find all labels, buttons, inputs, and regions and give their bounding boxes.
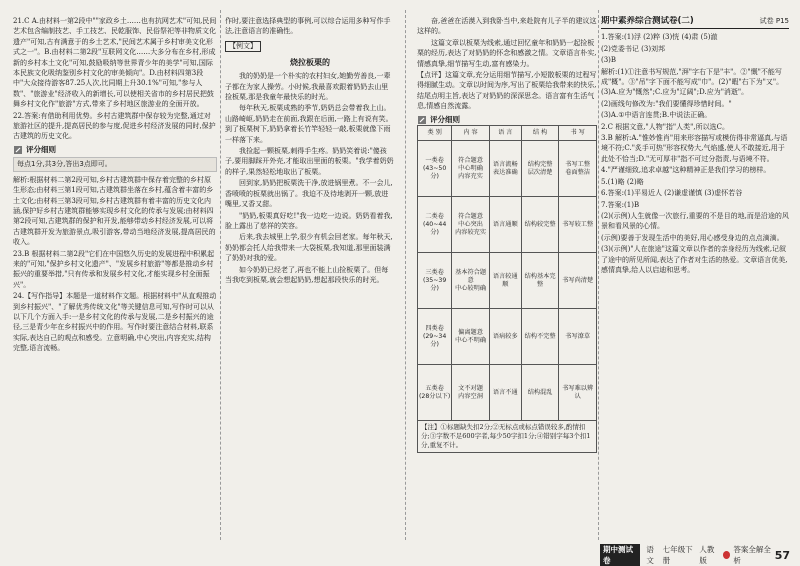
- table-cell: 书写潦草: [559, 309, 597, 365]
- column-divider: [598, 10, 599, 540]
- column-divider: [220, 10, 221, 540]
- table-cell: 结构较完整: [521, 197, 559, 253]
- column-3: [417, 16, 597, 540]
- table-row: [418, 141, 597, 197]
- table-header: 类 别: [418, 126, 452, 141]
- answer-line: 3.B 解析:A."惟妙惟肖"用来形容描写或模仿得非常逼真,与语境不符;C."炙手可热"形容权势大,气焰盛,使人不敢接近,用于此处不恰当;D."无可厚非"指不可过分指责,与语境不符。: [601, 134, 788, 163]
- table-cell: 偏离题意 中心不明确: [452, 309, 490, 365]
- table-cell: 书写难以辨认: [559, 365, 597, 421]
- essay-paragraph: "奶奶,板栗真好吃!"我一边吃一边说。奶奶看着我,脸上露出了慈祥的笑容。: [225, 211, 393, 230]
- table-row: [418, 197, 597, 253]
- essay-paragraph: 每年秋天,板栗成熟的季节,奶奶总会带着我上山。山路崎岖,奶奶走在前面,我跟在后面,一路上有说有笑。到了板栗树下,奶奶拿着长竹竿轻轻一敲,板栗就像下雨一样落下来。: [225, 104, 393, 144]
- answer-line: (3)A.①中语言连贯;B.中说法正确。: [601, 111, 712, 120]
- table-header: 语 言: [489, 126, 521, 141]
- table-cell: 语言较通顺: [489, 253, 521, 309]
- table-cell: 语病较多: [489, 309, 521, 365]
- answer-line: (3)(示例)"人在旅途"这篇文章以作者的亲身经历为线索,记叙了途中的所见所闻,表达了作者对生活的热爱。文章语言优美,感情真挚,给人以启迪和思考。: [601, 245, 788, 274]
- essay-paragraph: 后来,我去城里上学,很少有机会回老家。每年秋天,奶奶都会托人给我带来一大袋板栗,我知道,那里面装满了奶奶对我的爱。: [225, 233, 393, 263]
- table-cell: 基本符合题意 中心较明确: [452, 253, 490, 309]
- answer-23: 23.B 根据材料二第2段"它们在中国悠久历史的发展进程中积累起来的"可知,"保护乡村文化遗产"、"发展乡村旅游"等都是推动乡村振兴的重要举措,"只有传承和发展乡村文化,才能实现乡村全面振兴"。: [13, 249, 215, 289]
- table-cell: 结构不完整: [521, 309, 559, 365]
- column-1: [13, 16, 217, 540]
- section-ref: 试卷 P15: [759, 17, 789, 25]
- answer-line: 2.C 根据文意,"人物"指"人类",所以选C。: [601, 122, 729, 131]
- answer-24: 24.【写作指导】本题是一道材料作文题。根据材料中"从直观推动到乡村振兴"、"了解优秀传统文化"等关键信息可知,写作时可以从以下几个方面入手:一是乡村文化的传承与发展,二是乡村振兴的途径,三是青少年在乡村振兴中的作用。写作时要注意结合材料,联系实际,表达自己的观点和感受。立意明确,中心突出,内容充实,结构完整,语言流畅。: [13, 292, 217, 353]
- answer-line: 4."严谨细致,追求卓越"这种精神正是我们学习的榜样。: [601, 166, 771, 175]
- table-cell: 一类卷 (43~50分): [418, 141, 452, 197]
- answer-line: (2)党委书记 (3)刘邦: [601, 44, 666, 53]
- table-header: 内 容: [452, 126, 490, 141]
- review-paragraph: 【点评】这篇文章,充分运用细节描写,小短散板栗的过程写得细腻生动。文章以时间为序,写出了板栗给我带来的快乐,结尾点明主旨,表达了对奶奶的深深思念。语言富有生活气息,情感自然流露。: [417, 71, 597, 111]
- column-divider: [405, 10, 406, 540]
- essay-paragraph: 我的奶奶是一个朴实的农村妇女,她勤劳善良,一辈子都在为家人操劳。小时候,我最喜欢跟着奶奶去山里捡板栗,那是我童年最快乐的时光。: [225, 72, 391, 102]
- answer-21: 21.C A.由材料一第2段中""家政乡土……也有抗网艺术"可知,民间艺术包含编制技艺、手工技艺、民乾服饰、民俗祭祀等非物质文化遗产"可知,古有满意于的乡土艺术,"民间艺术属于乡村审美文化形式之一"。B.由材料二第2段"互联网文化……大多分布在乡村,形成新的乡村本土文化"可知,鼓励吸纳等世界青少年的美学"可知,国际本民族文化吸纳鉴别乡村文化的审美倾向"。D.由材料四第3段中"大众接待游客87.25人次,比同期上升30.1%"可知,"参与人数"、"旅游业"经济收入的新增长,可以使相关省市的乡村居民把鼓舞乡村文化作"旅游"方式,带来了乡村地区旅游业的全面开放。: [13, 17, 217, 109]
- footer-dot-icon: [723, 551, 730, 559]
- pencil-icon: [417, 115, 427, 125]
- answer-line: (2)画线句修改为:"我们要懂得珍惜时间。": [601, 99, 732, 108]
- table-header: 书 写: [559, 126, 597, 141]
- essay-paragraph: 我捡起一颗板栗,刺得手生疼。奶奶笑着说:"傻孩子,要用脚踩开外壳,才能取出里面的板栗。"我学着奶奶的样子,果然轻松地取出了板栗。: [225, 147, 394, 176]
- table-cell: 结构混乱: [521, 365, 559, 421]
- essay-title: 烧拉板栗的: [290, 56, 330, 67]
- answer-line: 1.答案:(1)浮 (2)粹 (3)恍 (4)肃 (5)澈: [601, 33, 718, 42]
- essay-ending: 这篇文章以板栗为线索,通过回忆童年和奶奶一起捡板栗的经历,表达了对奶奶的怀念和感激之情。文章语言朴实,情感真挚,细节描写生动,富有感染力。: [417, 38, 597, 68]
- column-2: [225, 16, 395, 540]
- table-cell: 语言流畅 表达准确: [489, 141, 521, 197]
- answer-line: 7.答案:(1)B: [601, 200, 640, 209]
- table-cell: 书写较工整: [559, 197, 597, 253]
- essay-paragraph: 回到家,奶奶把板栗洗干净,放进锅里煮。不一会儿,香喷喷的板栗就出锅了。我迫不及待地剥开一颗,放进嘴里,又香又甜。: [225, 179, 393, 209]
- table-header-row: [418, 126, 597, 141]
- scoring-table: [417, 125, 597, 421]
- table-cell: 五类卷 (28分以下): [418, 365, 452, 421]
- rubric-heading-label: 评分细则: [26, 144, 56, 154]
- table-cell: 二类卷 (40~44分): [418, 197, 452, 253]
- footer-grade: 七年级下册: [662, 545, 693, 565]
- table-cell: 语言通顺: [489, 197, 521, 253]
- table-cell: 文不对题 内容空洞: [452, 365, 490, 421]
- section-header: [601, 16, 789, 29]
- answer-line: 6.答案:(1)平易近人 (2)谦虚谨慎 (3)虚怀若谷: [601, 189, 743, 198]
- table-cell: 四类卷 (29~34分): [418, 309, 452, 365]
- footer-badge: 期中测试卷: [600, 544, 640, 566]
- rubric-box: 每点1分,共3分,答出3点即可。: [13, 157, 217, 171]
- table-cell: 结构基本完整: [521, 253, 559, 309]
- example-tag: 【例文】: [225, 41, 261, 52]
- analysis-22: 解析:根据材料二第2段可知,乡村古建筑群中保存着完整的乡村原生形态;由材料三第1段可知,古建筑群坐落在乡村,蕴含着丰富的乡土文化;由材料三第3段可知,乡村古建筑群有着丰富的历史文化内涵,保护好乡村古建筑群能够实现乡村文化的传承与发展;由材料四第2段可知,古建筑群的保护和开发,能够带动乡村经济发展,可以将古建筑群开发为旅游景点,吸引游客,带动当地经济发展,提高居民的收入。: [13, 175, 216, 247]
- footer-tail: 答案全解全析: [733, 545, 771, 565]
- rubric-heading-label: 评分细则: [430, 114, 460, 124]
- answer-line: 解析:(1)①注意书写规范,"湃"字右下是"丰"。②"慨"不能写成"概"。③"吊"字下面不能写成"巾"。(2)"暇"右下为"又"。(3)A.应为"慨然";C.应为"辽阔";D.应为"消逝"。: [601, 67, 784, 97]
- footer-subject: 语文: [646, 545, 654, 565]
- writing-guide-tail: 作时,要注意选择典型的事例,可以综合运用多种写作手法,注意语言的准确性。: [225, 17, 391, 36]
- table-header: 结 构: [521, 126, 559, 141]
- page-footer: [600, 545, 790, 565]
- answer-line: (3)B: [601, 56, 617, 65]
- answer-line: 5.(1)略 (2)略: [601, 177, 644, 186]
- table-cell: 书写工整 卷面整洁: [559, 141, 597, 197]
- table-cell: 三类卷 (35~39分): [418, 253, 452, 309]
- essay-paragraph: 如今奶奶已经老了,再也不能上山捡板栗了。但每当我吃到板栗,就会想起奶奶,想起那段快乐的时光。: [225, 265, 389, 284]
- answer-line: (2)(示例)人生就像一次旅行,重要的不是目的地,而是沿途的风景和看风景的心情。: [601, 211, 789, 231]
- essay-ending: 奋,爸爸在活漠入到我卧当中,来赴院有儿子半的建议这这样的。: [417, 17, 597, 36]
- table-cell: 结构完整 层次清楚: [521, 141, 559, 197]
- table-cell: 语言不通: [489, 365, 521, 421]
- footer-edition: 人教版: [699, 545, 715, 565]
- pencil-icon: [13, 145, 23, 155]
- table-note: 【注】①标题缺失扣2分;②无标点或标点错误较多,酌情扣分;③字数不足600字者,每少50字扣1分;④错别字每3个扣1分,重复不计。: [417, 421, 597, 453]
- column-4: [601, 16, 789, 540]
- rubric-heading: [13, 145, 217, 155]
- table-row: [418, 253, 597, 309]
- table-cell: 书写尚清楚: [559, 253, 597, 309]
- table-row: [418, 365, 597, 421]
- table-cell: 符合题意 中心明确 内容充实: [452, 141, 490, 197]
- page-number: 57: [774, 548, 790, 562]
- section-title: 期中素养综合测试卷(二): [601, 16, 694, 26]
- rubric-heading: [417, 115, 597, 125]
- table-row: [418, 309, 597, 365]
- answer-line: (示例)要善于发现生活中的美好,用心感受身边的点点滴滴。: [601, 233, 784, 242]
- answer-22: 22.答案:有借助利用优势。乡村古建筑群中保存较为完整,通过对旅游社区的提升,提高居民的参与度,促进乡村经济发展的同时,保护古建筑的历史文化。: [13, 111, 216, 141]
- table-cell: 符合题意 中心突出 内容较充实: [452, 197, 490, 253]
